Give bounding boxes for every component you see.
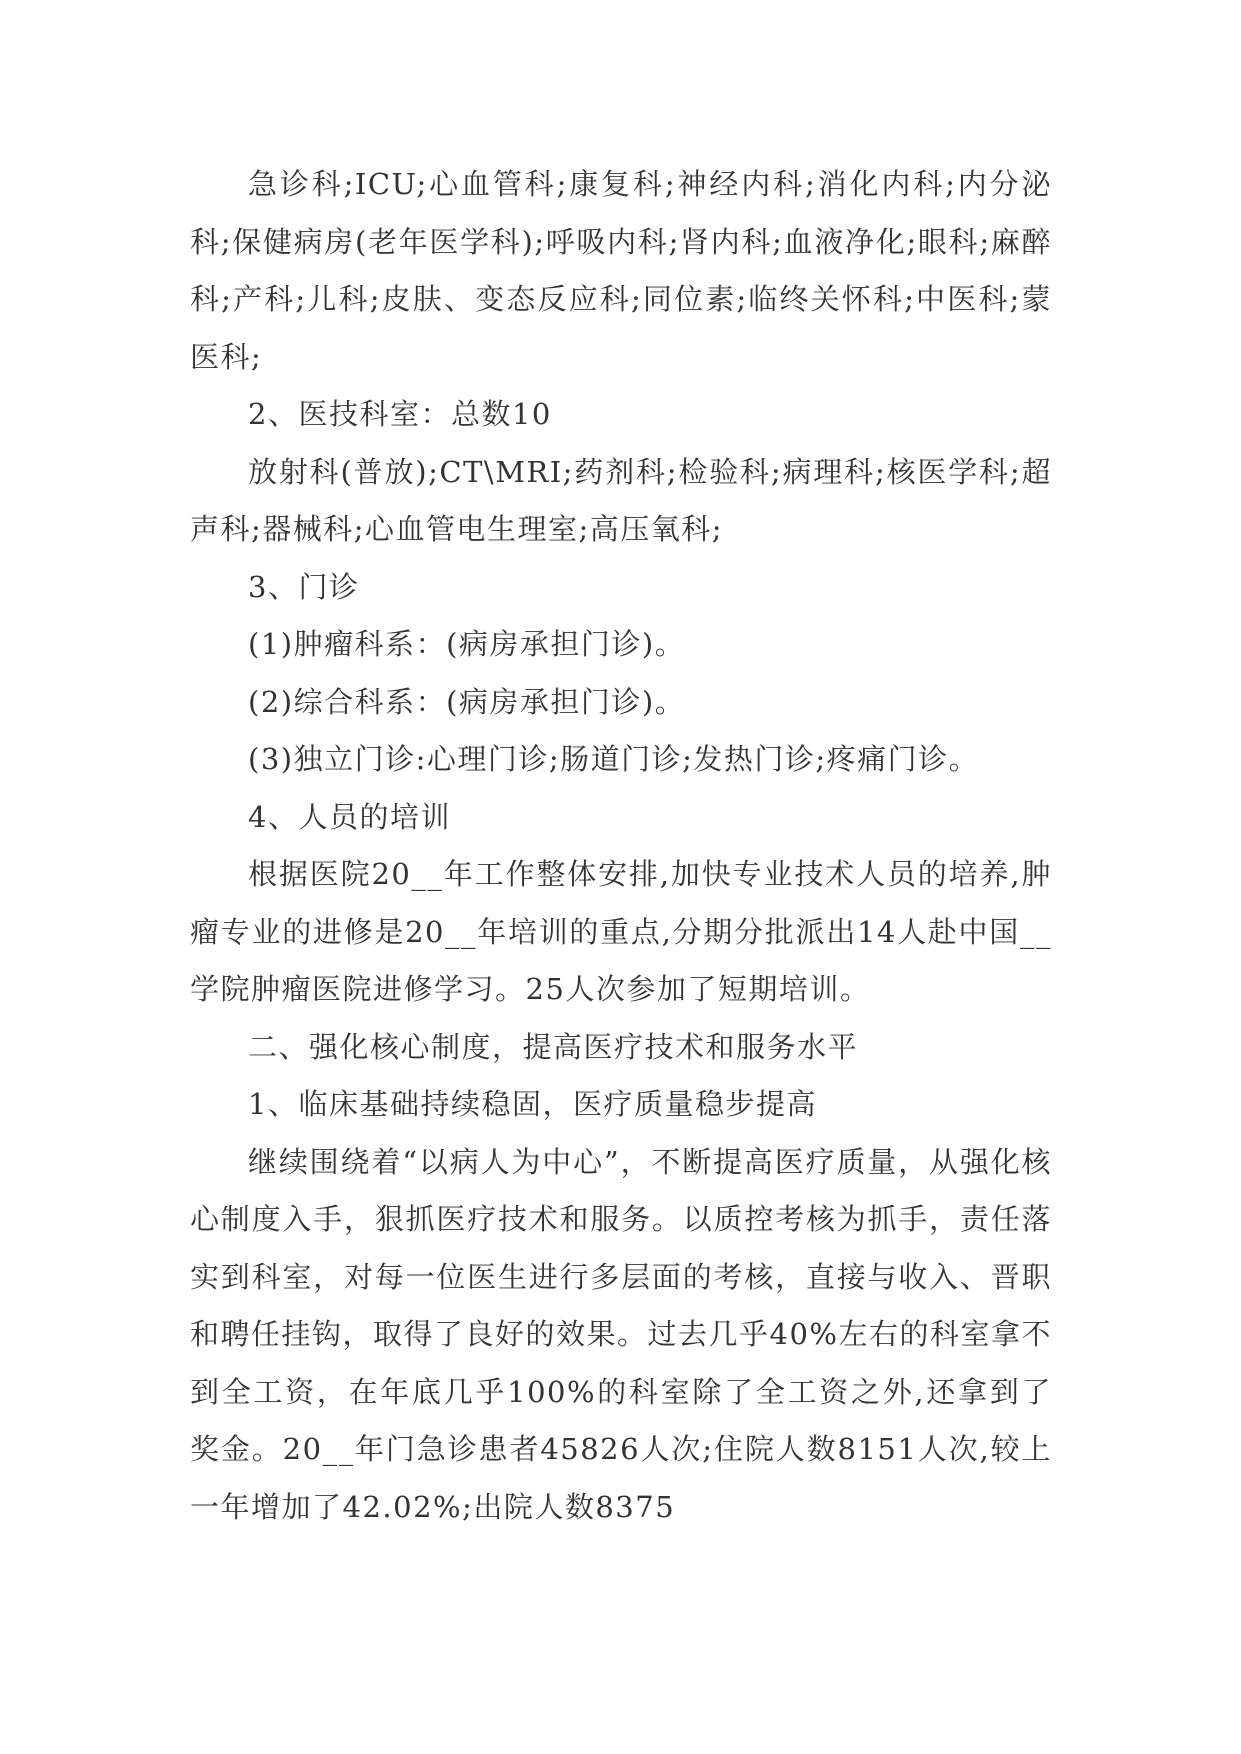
heading-outpatient: 3、门诊 [248,569,360,604]
paragraph-outpatient-general: (2)综合科系：(病房承担门诊)。 [248,684,686,719]
section-heading-core-systems: 二、强化核心制度，提高医疗技术和服务水平 [248,1029,859,1064]
heading-clinical-foundation: 1、临床基础持续稳固，医疗质量稳步提高 [248,1087,817,1121]
paragraph-quality-improvement: 继续围绕着“以病人为中心”，不断提高医疗质量，从强化核心制度入手，狠抓医疗技术和服务。以质控考核为抓手，责任落实到科室，对每一位医生进行多层面的考核，直接与收入、晋职和聘任挂钩，取得了良好的效果。过去几乎40%左右的科室拿不到全工资，在年底几乎100%的科室除了全工资之外,还拿到了奖金。20__年门急诊患者45826人次;住院人数8151人次,较上一年增加了42.02%;出院人数8375 [190,1144,1052,1524]
paragraph-clinical-departments: 急诊科;ICU;心血管科;康复科;神经内科;消化内科;内分泌科;保健病房(老年医学科);呼吸内科;肾内科;血液净化;眼科;麻醉科;产科;儿科;皮肤、变态反应科;同位素;临终关怀科;中医科;蒙医科; [190,167,1052,374]
paragraph-outpatient-independent: (3)独立门诊:心理门诊;肠道门诊;发热门诊;疼痛门诊。 [248,742,980,776]
document-body [190,156,1052,1536]
heading-medical-tech-departments: 2、医技科室：总数10 [248,397,552,431]
paragraph-outpatient-oncology: (1)肿瘤科系：(病房承担门诊)。 [248,627,686,661]
paragraph-medical-tech-departments: 放射科(普放);CT\MRI;药剂科;检验科;病理科;核医学科;超声科;器械科;心血管电生理室;高压氧科; [190,454,1052,546]
heading-staff-training: 4、人员的培训 [248,799,451,834]
paragraph-staff-training: 根据医院20__年工作整体安排,加快专业技术人员的培养,肿瘤专业的进修是20__年培训的重点,分期分批派出14人赴中国__学院肿瘤医院进修学习。25人次参加了短期培训。 [190,857,1052,1006]
